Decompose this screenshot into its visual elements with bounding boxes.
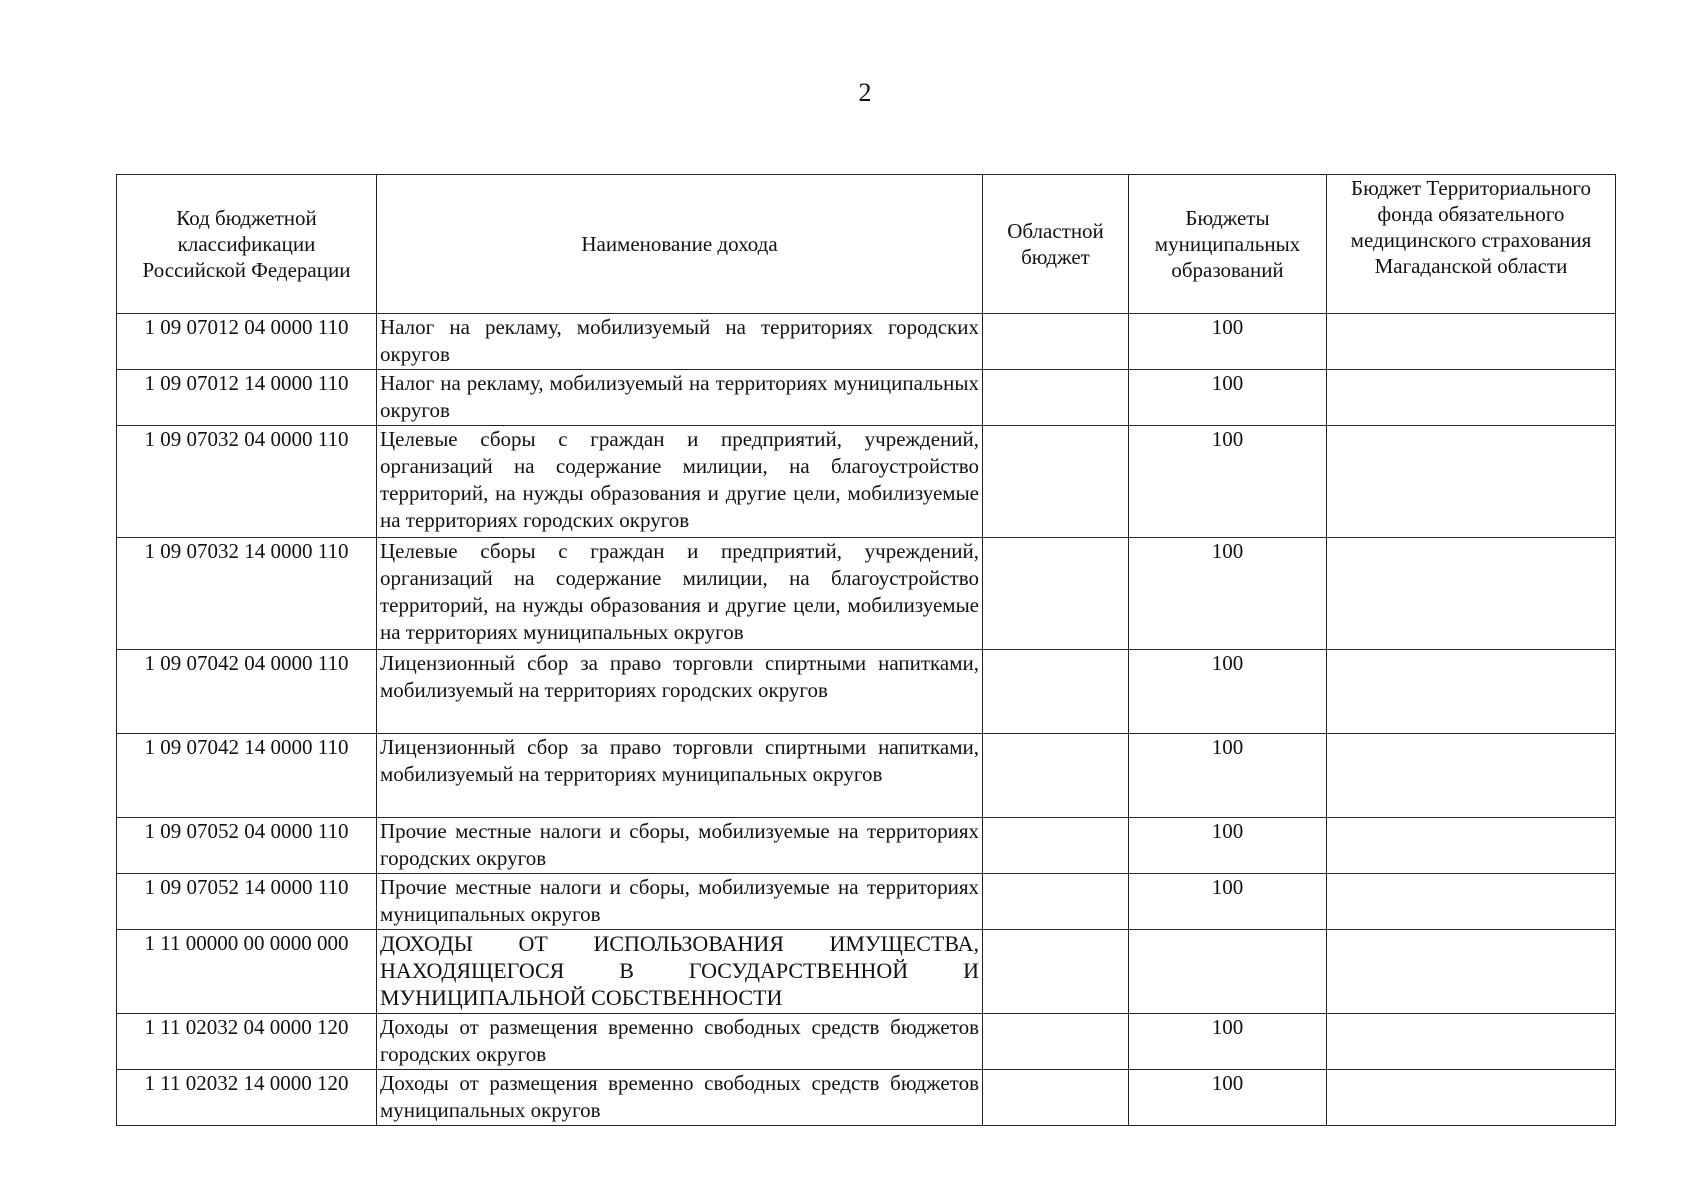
table-row	[117, 370, 1616, 426]
row-municipal: 100	[1129, 1070, 1327, 1126]
row-municipal	[1129, 930, 1327, 1014]
table-row	[117, 818, 1616, 874]
row-fund	[1327, 1070, 1616, 1126]
row-municipal: 100	[1129, 818, 1327, 874]
header-municipal: Бюджеты муниципальных образований	[1129, 175, 1327, 314]
row-name: Доходы от размещения временно свободных средств бюджетов городских округов	[377, 1014, 983, 1070]
row-municipal: 100	[1129, 874, 1327, 930]
row-code: 1 09 07012 04 0000 110	[117, 314, 377, 370]
row-name: Целевые сборы с граждан и предприятий, учреждений, организаций на содержание милиции, на благоустройство территорий, на нужды образования и другие цели, мобилизуемые на территориях городских округов	[377, 426, 983, 538]
row-regional	[983, 818, 1129, 874]
row-name: Лицензионный сбор за право торговли спиртными напитками, мобилизуемый на территориях муниципальных округов	[377, 734, 983, 818]
row-code: 1 09 07052 04 0000 110	[117, 818, 377, 874]
page-number: 2	[858, 78, 872, 107]
row-municipal: 100	[1129, 426, 1327, 538]
row-name: Налог на рекламу, мобилизуемый на территориях городских округов	[377, 314, 983, 370]
row-code: 1 09 07042 14 0000 110	[117, 734, 377, 818]
row-regional	[983, 538, 1129, 650]
row-regional	[983, 930, 1129, 1014]
row-regional	[983, 1014, 1129, 1070]
row-code: 1 09 07042 04 0000 110	[117, 650, 377, 734]
row-name: Налог на рекламу, мобилизуемый на территориях муниципальных округов	[377, 370, 983, 426]
row-fund	[1327, 538, 1616, 650]
row-fund	[1327, 874, 1616, 930]
row-name: Прочие местные налоги и сборы, мобилизуемые на территориях муниципальных округов	[377, 874, 983, 930]
header-regional: Областной бюджет	[983, 175, 1129, 314]
row-code: 1 09 07032 04 0000 110	[117, 426, 377, 538]
row-name: Прочие местные налоги и сборы, мобилизуемые на территориях городских округов	[377, 818, 983, 874]
row-fund	[1327, 314, 1616, 370]
row-regional	[983, 426, 1129, 538]
table-row	[117, 1014, 1616, 1070]
table-header-row	[117, 175, 1616, 314]
row-regional	[983, 734, 1129, 818]
row-municipal: 100	[1129, 1014, 1327, 1070]
row-fund	[1327, 1014, 1616, 1070]
table-row	[117, 1070, 1616, 1126]
row-regional	[983, 650, 1129, 734]
row-code: 1 09 07032 14 0000 110	[117, 538, 377, 650]
row-municipal: 100	[1129, 314, 1327, 370]
row-regional	[983, 314, 1129, 370]
row-fund	[1327, 818, 1616, 874]
row-fund	[1327, 426, 1616, 538]
row-code: 1 11 00000 00 0000 000	[117, 930, 377, 1014]
header-fund: Бюджет Территориального фонда обязательного медицинского страхования Магаданской области	[1327, 175, 1616, 314]
row-name: ДОХОДЫ ОТ ИСПОЛЬЗОВАНИЯ ИМУЩЕСТВА, НАХОДЯЩЕГОСЯ В ГОСУДАРСТВЕННОЙ И МУНИЦИПАЛЬНОЙ СОБСТВЕННОСТИ	[377, 930, 983, 1014]
row-municipal: 100	[1129, 734, 1327, 818]
row-name: Доходы от размещения временно свободных средств бюджетов муниципальных округов	[377, 1070, 983, 1126]
row-municipal: 100	[1129, 650, 1327, 734]
row-municipal: 100	[1129, 370, 1327, 426]
header-name: Наименование дохода	[377, 175, 983, 314]
row-fund	[1327, 734, 1616, 818]
table-row	[117, 426, 1616, 538]
row-regional	[983, 1070, 1129, 1126]
row-regional	[983, 874, 1129, 930]
row-fund	[1327, 370, 1616, 426]
table-row	[117, 874, 1616, 930]
row-regional	[983, 370, 1129, 426]
table-row	[117, 734, 1616, 818]
row-municipal: 100	[1129, 538, 1327, 650]
row-code: 1 11 02032 14 0000 120	[117, 1070, 377, 1126]
header-code: Код бюджетной классификации Российской Федерации	[117, 175, 377, 314]
row-code: 1 09 07052 14 0000 110	[117, 874, 377, 930]
table-row	[117, 538, 1616, 650]
table-row	[117, 930, 1616, 1014]
row-fund	[1327, 650, 1616, 734]
row-fund	[1327, 930, 1616, 1014]
table-row	[117, 314, 1616, 370]
row-name: Целевые сборы с граждан и предприятий, учреждений, организаций на содержание милиции, на благоустройство территорий, на нужды образования и другие цели, мобилизуемые на территориях муниципальных округов	[377, 538, 983, 650]
revenue-distribution-table	[116, 174, 1616, 1126]
row-name: Лицензионный сбор за право торговли спиртными напитками, мобилизуемый на территориях городских округов	[377, 650, 983, 734]
row-code: 1 09 07012 14 0000 110	[117, 370, 377, 426]
row-code: 1 11 02032 04 0000 120	[117, 1014, 377, 1070]
table-row	[117, 650, 1616, 734]
